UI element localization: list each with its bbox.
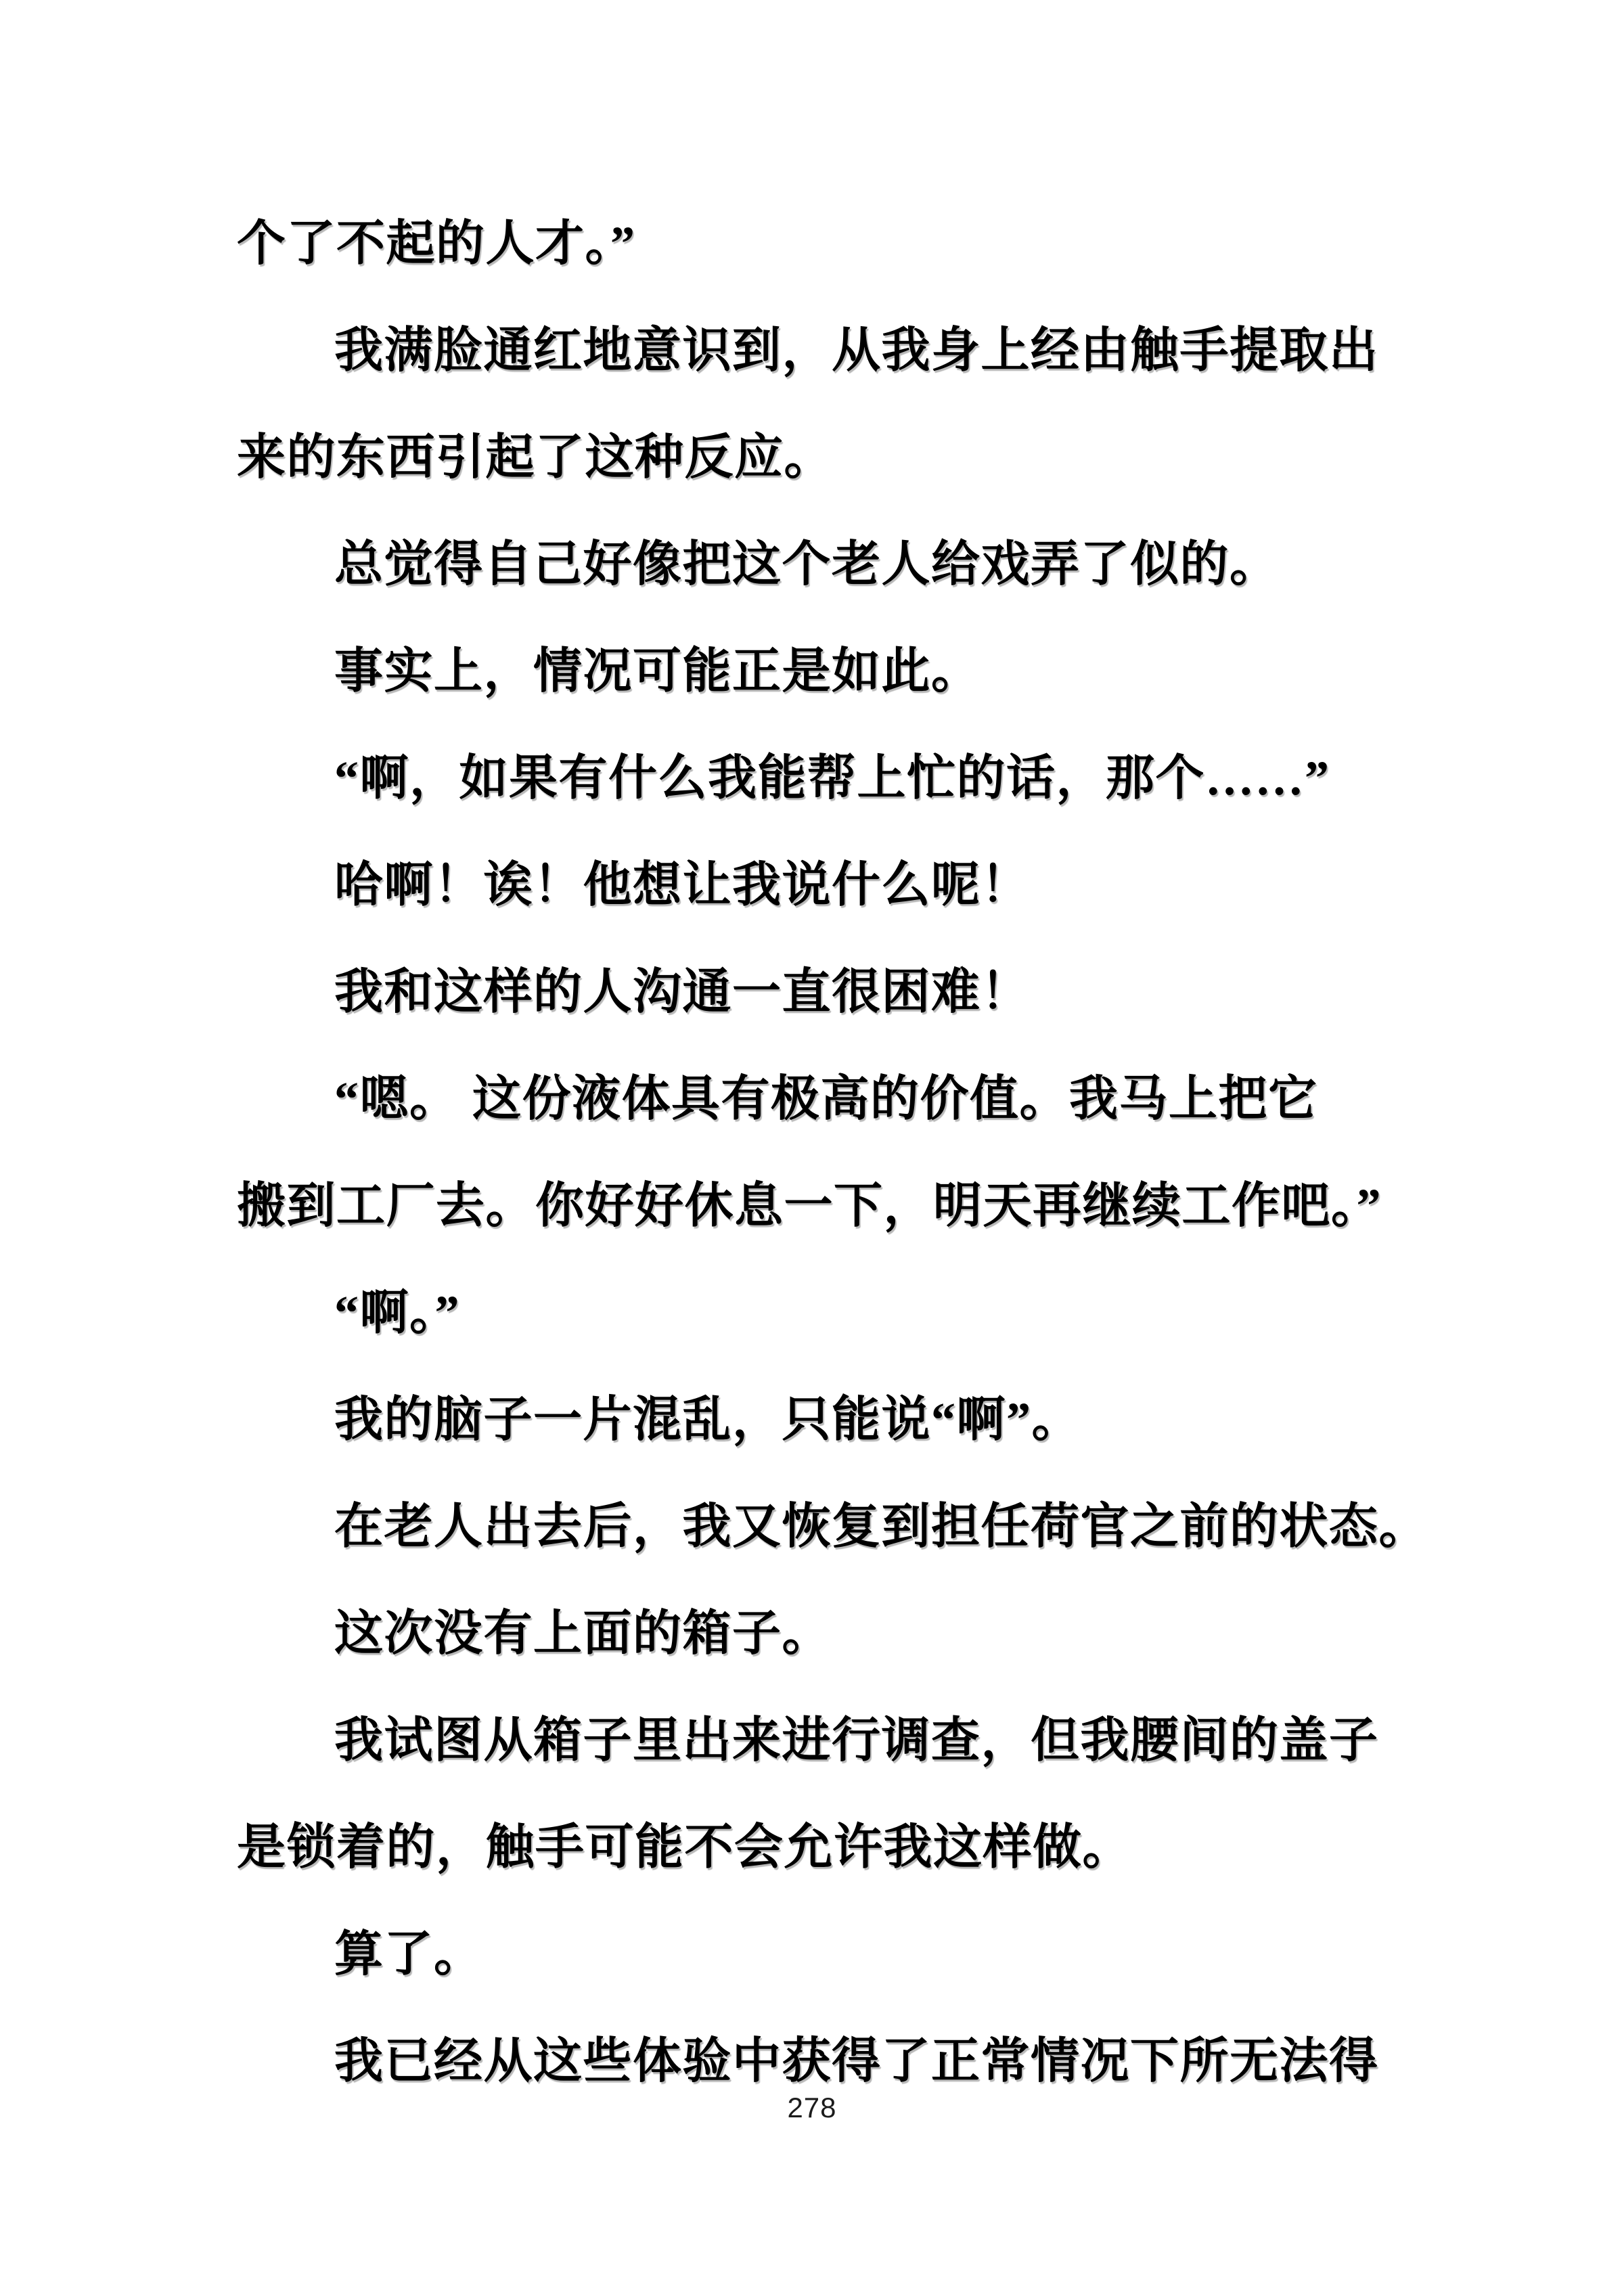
text-line: “啊，如果有什么我能帮上忙的话，那个……” — [334, 751, 1330, 805]
text-line: 总觉得自己好像把这个老人给戏弄了似的。 — [334, 537, 1280, 591]
text-line: 搬到工厂去。你好好休息一下，明天再继续工作吧。” — [237, 1179, 1382, 1233]
text-line: 我满脸通红地意识到，从我身上经由触手提取出 — [334, 323, 1379, 378]
text-line: 我和这样的人沟通一直很困难！ — [334, 965, 1031, 1019]
text-line: 算了。 — [334, 1927, 484, 1981]
text-line: 来的东西引起了这种反应。 — [237, 430, 834, 485]
text-line: “啊。” — [334, 1286, 461, 1340]
text-line: “嗯。 这份液体具有极高的价值。我马上把它 — [334, 1072, 1318, 1126]
text-line: 我的脑子一片混乱，只能说“啊”。 — [334, 1393, 1082, 1447]
page-text — [237, 190, 1441, 2115]
text-line: 个了不起的人才。” — [237, 217, 636, 271]
text-line: 事实上，情况可能正是如此。 — [334, 644, 981, 698]
text-line: 这次没有上面的箱子。 — [334, 1606, 832, 1661]
text-line: 我已经从这些体验中获得了正常情况下所无法得 — [334, 2034, 1379, 2088]
text-line: 哈啊！诶！他想让我说什么呢！ — [334, 858, 1031, 912]
text-line: 是锁着的，触手可能不会允许我这样做。 — [237, 1820, 1133, 1874]
text-line: 在老人出去后，我又恢复到担任荷官之前的状态。 — [334, 1500, 1429, 1554]
page-number: 278 — [787, 2092, 837, 2123]
text-line: 我试图从箱子里出来进行调查，但我腰间的盖子 — [334, 1713, 1379, 1768]
